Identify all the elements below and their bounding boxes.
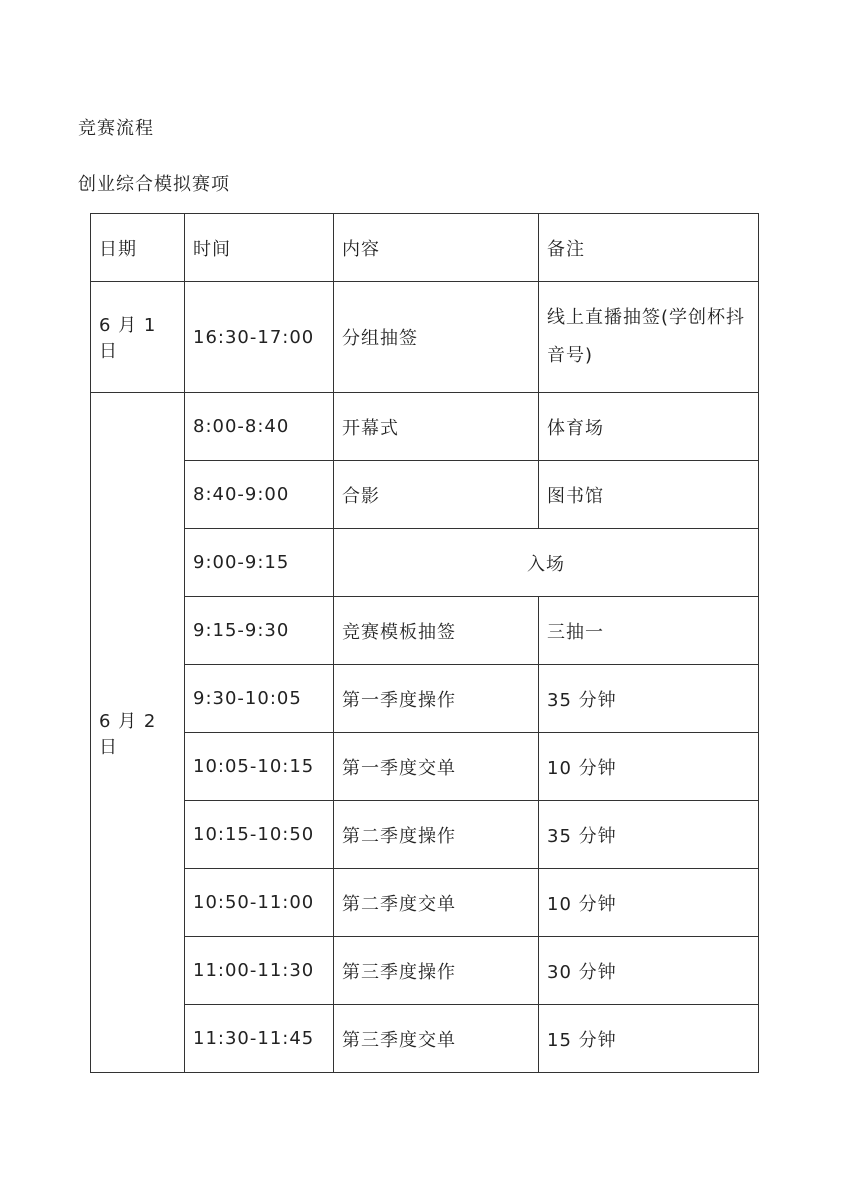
table-row: [91, 801, 759, 869]
time-cell: 10:50-11:00: [185, 869, 334, 937]
table-row: [91, 282, 759, 393]
table-row: [91, 393, 759, 461]
time-cell: 8:40-9:00: [185, 461, 334, 529]
table-row: [91, 1005, 759, 1073]
content-cell: 第二季度交单: [334, 869, 539, 937]
table-row: [91, 529, 759, 597]
subsection-heading: 创业综合模拟赛项: [78, 174, 230, 195]
content-cell: 竞赛模板抽签: [334, 597, 539, 665]
content-cell: 分组抽签: [334, 282, 539, 393]
time-cell: 9:00-9:15: [185, 529, 334, 597]
header-date: 日期: [91, 214, 185, 282]
note-cell: 35 分钟: [539, 665, 759, 733]
time-cell: 10:05-10:15: [185, 733, 334, 801]
time-cell: 8:00-8:40: [185, 393, 334, 461]
content-cell: 第三季度操作: [334, 937, 539, 1005]
time-cell: 11:30-11:45: [185, 1005, 334, 1073]
table-row: [91, 665, 759, 733]
table-row: [91, 461, 759, 529]
time-cell: 9:30-10:05: [185, 665, 334, 733]
note-cell: 线上直播抽签(学创杯抖音号): [539, 282, 759, 393]
content-cell: 第一季度交单: [334, 733, 539, 801]
section-heading: 竞赛流程: [78, 118, 154, 139]
content-cell: 合影: [334, 461, 539, 529]
note-cell: 10 分钟: [539, 733, 759, 801]
content-cell: 第三季度交单: [334, 1005, 539, 1073]
note-cell: 15 分钟: [539, 1005, 759, 1073]
time-cell: 9:15-9:30: [185, 597, 334, 665]
date-cell: 6 月 1 日: [91, 282, 185, 393]
content-cell: 开幕式: [334, 393, 539, 461]
note-cell: 10 分钟: [539, 869, 759, 937]
header-note: 备注: [539, 214, 759, 282]
header-time: 时间: [185, 214, 334, 282]
time-cell: 11:00-11:30: [185, 937, 334, 1005]
table-row: [91, 733, 759, 801]
table-header-row: [91, 214, 759, 282]
time-cell: 10:15-10:50: [185, 801, 334, 869]
schedule-table: [90, 213, 759, 1073]
header-content: 内容: [334, 214, 539, 282]
table-row: [91, 869, 759, 937]
table-row: [91, 937, 759, 1005]
note-cell: 30 分钟: [539, 937, 759, 1005]
note-cell: 体育场: [539, 393, 759, 461]
table-row: [91, 597, 759, 665]
note-cell: 35 分钟: [539, 801, 759, 869]
note-cell: 图书馆: [539, 461, 759, 529]
content-cell: 第一季度操作: [334, 665, 539, 733]
time-cell: 16:30-17:00: [185, 282, 334, 393]
note-cell: 三抽一: [539, 597, 759, 665]
content-cell: 第二季度操作: [334, 801, 539, 869]
merged-content-cell: 入场: [334, 529, 759, 597]
date-cell: 6 月 2 日: [91, 393, 185, 1073]
